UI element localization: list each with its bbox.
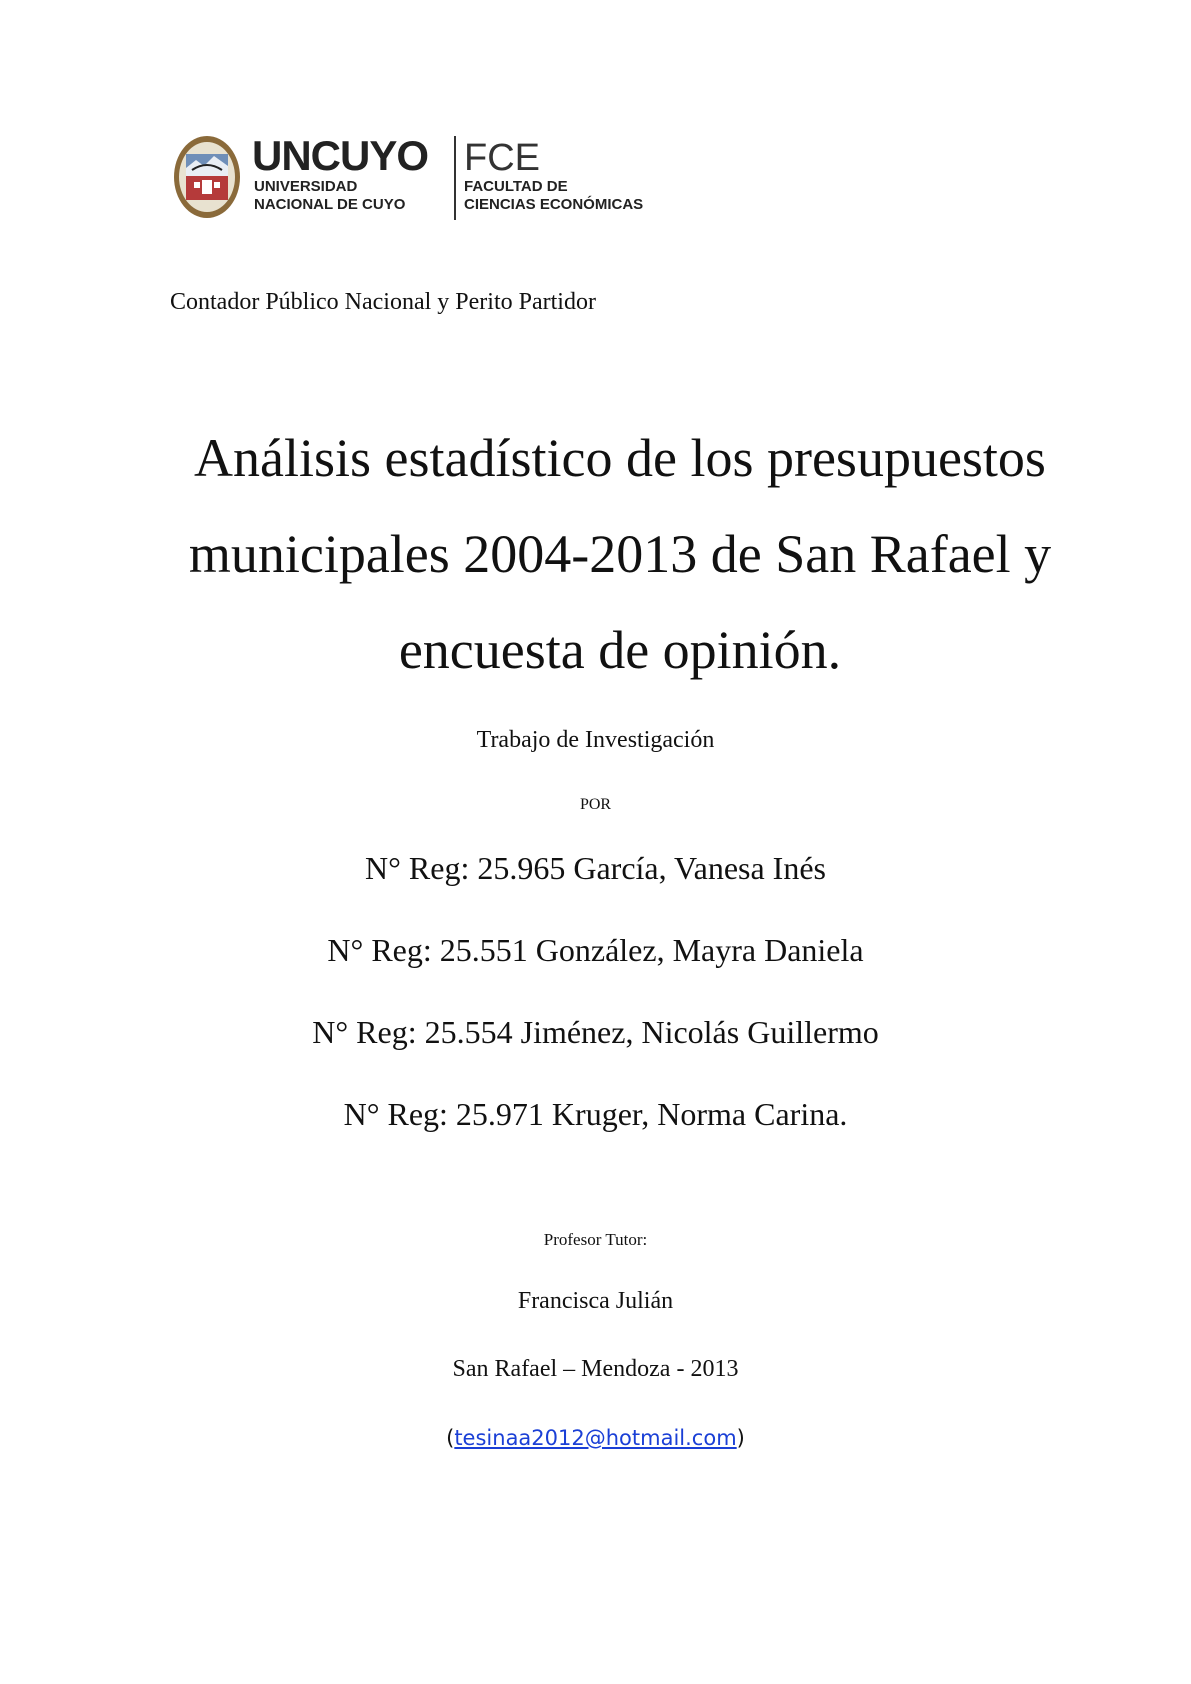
tutor-name: Francisca Julián (517, 1288, 674, 1314)
faculty-sub-line1: FACULTAD DE (464, 178, 568, 195)
logo-divider (454, 136, 456, 220)
university-seal-icon (172, 134, 242, 220)
faculty-subtitle (464, 178, 643, 214)
by-label: POR (579, 796, 612, 813)
email-open-paren: ( (446, 1426, 455, 1450)
email-close-paren: ) (736, 1426, 745, 1450)
faculty-name: FCE (464, 137, 540, 179)
university-sub-line2: NACIONAL DE CUYO (254, 196, 406, 213)
career-name: Contador Público Nacional y Perito Partidor (170, 289, 596, 315)
university-name: UNCUYO (252, 132, 429, 179)
document-title (100, 410, 1140, 698)
author-4: N° Reg: 25.971 Kruger, Norma Carina. (343, 1096, 848, 1132)
title-line-2: municipales 2004-2013 de San Rafael y (188, 524, 1052, 584)
faculty-sub-line2: CIENCIAS ECONÓMICAS (464, 196, 644, 213)
email-link[interactable]: tesinaa2012@hotmail.com (454, 1426, 737, 1450)
document-type: Trabajo de Investigación (476, 727, 715, 753)
university-logo (172, 134, 692, 220)
university-sub-line1: UNIVERSIDAD (254, 178, 358, 195)
author-3: N° Reg: 25.554 Jiménez, Nicolás Guillermo (312, 1014, 879, 1050)
university-subtitle (254, 178, 405, 214)
title-line-3: encuesta de opinión. (398, 620, 842, 680)
author-2: N° Reg: 25.551 González, Mayra Daniela (327, 932, 864, 968)
title-line-1: Análisis estadístico de los presupuestos (194, 428, 1046, 488)
place-date: San Rafael – Mendoza - 2013 (452, 1356, 739, 1382)
contact-email (0, 1426, 1191, 1450)
tutor-label: Profesor Tutor: (543, 1230, 648, 1249)
author-1: N° Reg: 25.965 García, Vanesa Inés (365, 850, 826, 886)
